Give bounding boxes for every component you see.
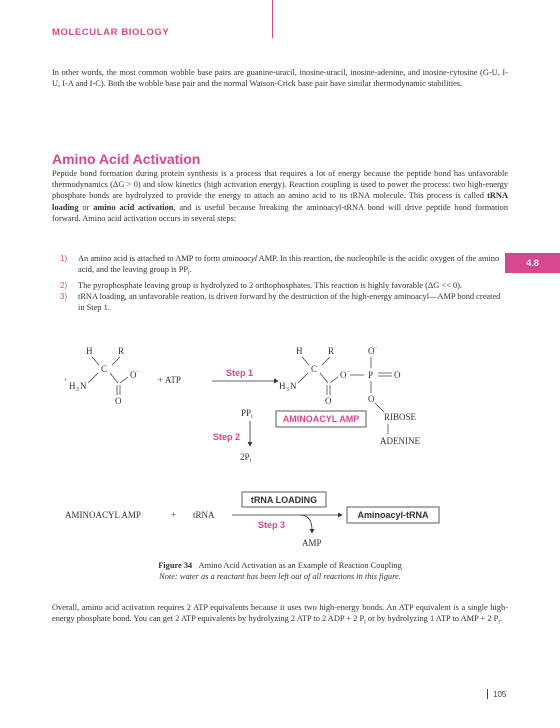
body-text-end: , and is useful because breaking the aminoacyl-tRNA bond will drive peptide bond formation forward. Amino acid activation occurs in several steps: bbox=[52, 202, 509, 223]
trna-reactant: tRNA bbox=[193, 510, 215, 520]
atom-o: O bbox=[394, 370, 401, 380]
steps-list bbox=[60, 253, 508, 314]
step-text: AMP. In this reaction, the nucleophile is the acidic oxygen of the amino acid, and the leaving group is PP bbox=[78, 254, 500, 275]
atom-o: O bbox=[115, 396, 122, 406]
atom-h: H bbox=[279, 381, 286, 391]
atom-n: N bbox=[290, 381, 297, 391]
amp-product: AMP bbox=[302, 538, 322, 548]
atom-o: O bbox=[368, 346, 375, 356]
term-amino-acid-activation: amino acid activation bbox=[93, 202, 174, 212]
header-divider-line bbox=[272, 0, 273, 38]
plus-sign: + bbox=[171, 510, 177, 520]
list-item bbox=[60, 280, 508, 291]
step-text: The pyrophosphate leaving group is hydrolyzed to 2 orthophosphates. This reaction is highly favorable (ΔG << 0). bbox=[78, 281, 463, 291]
aminoacyl-trna-label: Aminoacyl-tRNA bbox=[357, 510, 429, 520]
step3-label: Step 3 bbox=[258, 520, 286, 530]
atom-h: H bbox=[296, 346, 303, 356]
page-number: 105 bbox=[493, 690, 507, 699]
closing-paragraph bbox=[52, 602, 508, 629]
body-paragraph bbox=[52, 168, 508, 224]
figure-note: Note: water as a reactant has been left out of all reactions in this figure. bbox=[159, 572, 401, 581]
subscript-3: 3 bbox=[76, 387, 79, 393]
closing-subscript: i bbox=[498, 619, 500, 626]
atom-r: R bbox=[328, 346, 335, 356]
ribose-label: RIBOSE bbox=[384, 412, 417, 422]
charge-minus: - bbox=[137, 369, 139, 375]
figure-title: Amino Acid Activation as an Example of Reaction Coupling bbox=[198, 561, 402, 570]
two-pi-text: 2P bbox=[240, 452, 250, 462]
plus-atp: + ATP bbox=[158, 375, 181, 385]
ppi-text: PP bbox=[241, 408, 252, 418]
page-number-bar bbox=[487, 689, 488, 699]
ppi-subscript: i bbox=[251, 414, 253, 420]
two-pi-label bbox=[240, 452, 252, 464]
section-title: Amino Acid Activation bbox=[52, 151, 201, 167]
figure-caption bbox=[52, 560, 508, 571]
atom-o: O bbox=[340, 370, 347, 380]
trna-loading-label: tRNA LOADING bbox=[250, 495, 318, 505]
step-number: 1) bbox=[60, 254, 68, 263]
atom-p: P bbox=[368, 370, 374, 380]
step-text: An amino acid is attached to AMP to form bbox=[78, 254, 221, 263]
closing-text: Overall, amino acid activation requires 2 ATP equivalents because it uses two high-energy bonds. An ATP equivalent is a single high-energy phosphate bond. You can get 2 ATP equivalents by hydrolyzing 2 ATP to 2 ADP + 2 P bbox=[52, 603, 508, 624]
aminoacyl-amp-reactant: AMINOACYL AMP bbox=[65, 510, 141, 520]
charge-minus: - bbox=[375, 345, 377, 351]
body-or: or bbox=[82, 202, 90, 212]
atom-r: R bbox=[118, 346, 125, 356]
step-text: . bbox=[189, 265, 192, 275]
step-text: tRNA loading, an unfavorable reation, is driven forward by the destruction of the high-energy aminoacyl—AMP bond created in Step 1. bbox=[78, 292, 501, 313]
atom-n: N bbox=[80, 381, 87, 391]
intro-paragraph: In other words, the most common wobble base pairs are guanine-uracil, inosine-uracil, inosine-adenine, and inosine-cytosine (G-U, I-U, I-A and I-C). Both the wobble base pair and the normal Watson-Crick base pair have similar thermodynamic stabilities. bbox=[52, 68, 508, 89]
atom-c: C bbox=[101, 364, 108, 374]
charge-minus: - bbox=[347, 369, 349, 375]
aminoacyl-amp-structure bbox=[274, 345, 420, 446]
step1-label: Step 1 bbox=[226, 368, 254, 378]
closing-text: . bbox=[499, 614, 503, 624]
charge-plus: + bbox=[274, 378, 278, 384]
atom-o: O bbox=[325, 396, 332, 406]
step2-label: Step 2 bbox=[213, 432, 241, 442]
list-item bbox=[60, 253, 508, 280]
closing-subscript: i bbox=[364, 619, 366, 626]
step-number: 2) bbox=[60, 281, 68, 291]
closing-text: or by hydrolyzing 1 ATP to AMP + 2 P bbox=[367, 614, 499, 624]
term-trna-loading: tRNA loading bbox=[52, 191, 509, 212]
two-pi-subscript: i bbox=[249, 458, 252, 464]
atom-o: O bbox=[130, 370, 137, 380]
ppi-label bbox=[241, 408, 253, 420]
aminoacyl-amp-box-label: AMINOACYL AMP bbox=[282, 414, 360, 424]
atom-h: H bbox=[86, 346, 93, 356]
atom-o: O bbox=[368, 394, 375, 404]
body-text: Peptide bond formation during protein synthesis is a process that requires a lot of energy because the peptide bond has unfavorable thermodynamics (ΔG > 0) and slow kinetics (high activation energy). Reaction coupling is used to power the process: two high-energy phosphate bonds are hydrolyzed to provide the energy to attach an amino acid to its tRNA molecule. This process is called bbox=[52, 169, 508, 201]
charge-plus: + bbox=[64, 378, 68, 384]
atom-h: H bbox=[69, 381, 76, 391]
section-label: MOLECULAR BIOLOGY bbox=[52, 27, 170, 38]
figure-number: Figure 34 bbox=[158, 561, 193, 570]
subscript-3: 3 bbox=[286, 387, 289, 393]
chapter-tab-badge: 4.8 bbox=[505, 253, 560, 273]
list-item bbox=[60, 291, 508, 313]
step-emphasis: aminoacyl bbox=[222, 254, 258, 263]
atom-c: C bbox=[311, 364, 318, 374]
step-number: 3) bbox=[60, 292, 68, 302]
amino-acid-structure bbox=[64, 346, 139, 406]
adenine-label: ADENINE bbox=[380, 436, 420, 446]
step-subscript: i bbox=[188, 270, 190, 277]
reaction-diagram bbox=[0, 340, 560, 555]
